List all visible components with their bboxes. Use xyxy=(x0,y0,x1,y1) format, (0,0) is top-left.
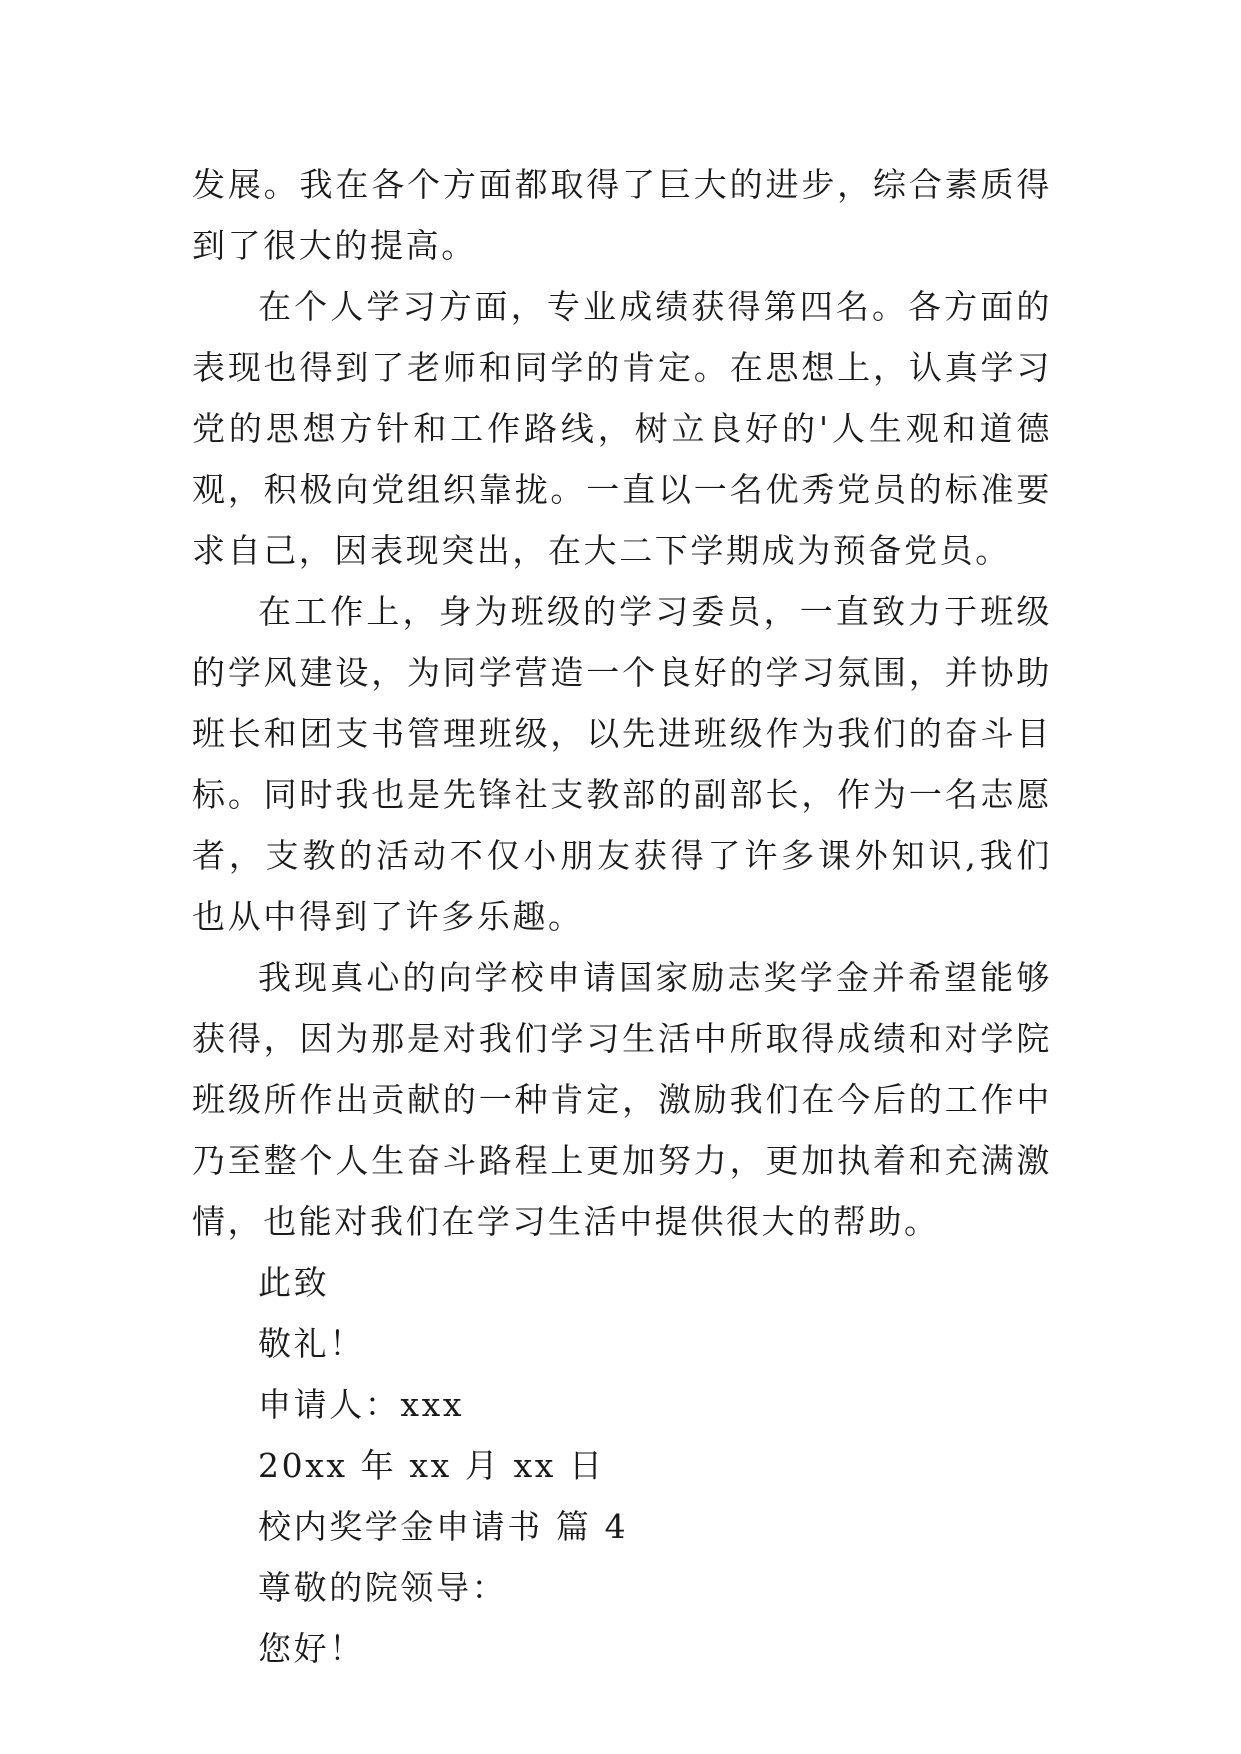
document-body xyxy=(192,154,1052,1679)
paragraph-work: 在工作上，身为班级的学习委员，一直致力于班级的学风建设，为同学营造一个良好的学习氛围，并协助班长和团支书管理班级，以先进班级作为我们的奋斗目标。同时我也是先锋社支教部的副部长，作为一名志愿者，支教的活动不仅小朋友获得了许多课外知识,我们也从中得到了许多乐趣。 xyxy=(192,592,1052,936)
paragraph-application: 我现真心的向学校申请国家励志奖学金并希望能够获得，因为那是对我们学习生活中所取得成绩和对学院班级所作出贡献的一种肯定，激励我们在今后的工作中乃至整个人生奋斗路程上更加努力，更加执着和充满激情，也能对我们在学习生活中提供很大的帮助。 xyxy=(192,958,1052,1241)
salute-line: 敬礼！ xyxy=(258,1324,365,1363)
date-line: 20xx 年 xx 月 xx 日 xyxy=(258,1446,605,1485)
paragraph-study: 在个人学习方面，专业成绩获得第四名。各方面的表现也得到了老师和同学的肯定。在思想上，认真学习党的思想方针和工作路线，树立良好的'人生观和道德观，积极向党组织靠拢。一直以一名优秀党员的标准要求自己，因表现突出，在大二下学期成为预备党员。 xyxy=(192,287,1052,570)
hello-line: 您好！ xyxy=(258,1629,365,1668)
greeting-line: 尊敬的院领导： xyxy=(258,1568,508,1607)
closing-line: 此致 xyxy=(258,1263,330,1302)
section-title: 校内奖学金申请书 篇 4 xyxy=(258,1507,629,1546)
paragraph-continuation: 发展。我在各个方面都取得了巨大的进步，综合素质得到了很大的提高。 xyxy=(192,165,1052,265)
applicant-line: 申请人：xxx xyxy=(258,1385,465,1424)
